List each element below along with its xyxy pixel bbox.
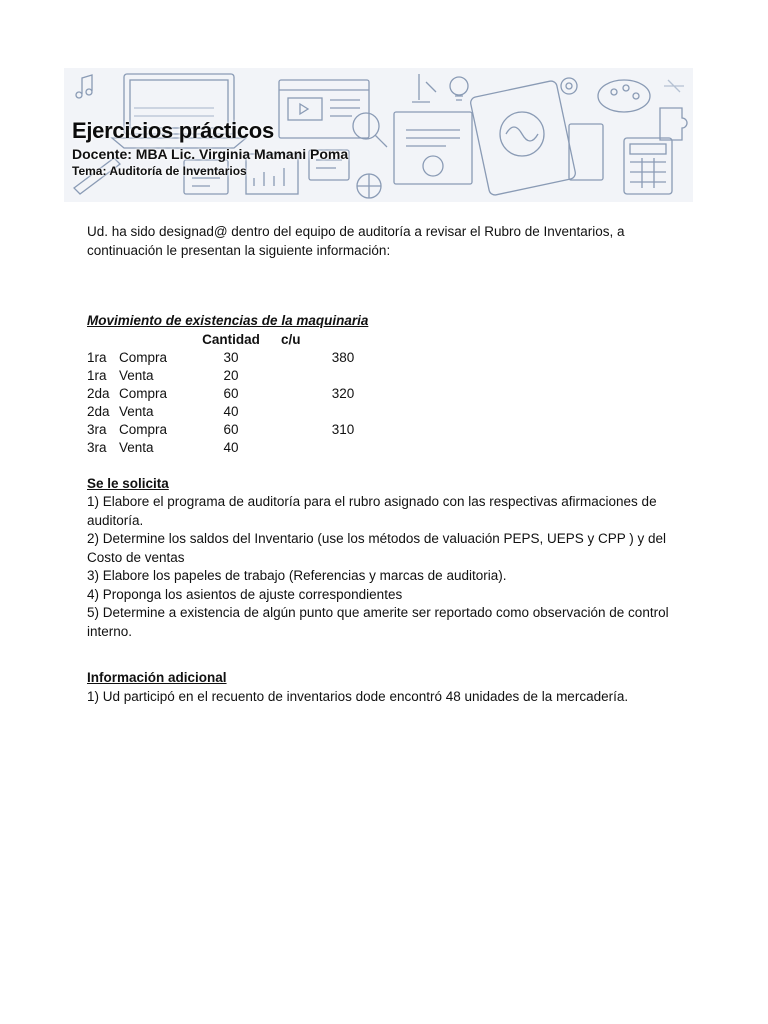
document-body	[87, 223, 697, 706]
docente-line: Docente: MBA Lic. Virginia Mamani Poma	[72, 146, 349, 162]
table-row	[87, 421, 367, 439]
row-qty: 30	[223, 349, 239, 365]
solicita-title: Se le solicita	[87, 475, 169, 491]
row-type: Venta	[119, 403, 154, 419]
list-item: 4) Proponga los asientos de ajuste correspondientes	[87, 586, 403, 602]
row-type: Compra	[119, 385, 168, 401]
tema-line: Tema: Auditoría de Inventarios	[72, 164, 247, 178]
row-cu	[267, 421, 367, 439]
banner-text	[72, 118, 348, 179]
row-ord: 1ra	[87, 349, 107, 365]
row-cu	[267, 367, 367, 385]
document-title: Ejercicios prácticos	[72, 118, 274, 143]
row-cu-value: 310	[331, 421, 355, 437]
row-type: Compra	[119, 421, 168, 437]
row-qty: 40	[223, 403, 239, 419]
intro-paragraph: Ud. ha sido designad@ dentro del equipo de auditoría a revisar el Rubro de Inventarios, a continuación le presentan la siguiente información:	[87, 224, 625, 258]
list-item: 3) Elabore los papeles de trabajo (Referencias y marcas de auditoria).	[87, 568, 507, 583]
column-header-cantidad: Cantidad	[202, 331, 260, 347]
row-cu-value: 320	[331, 385, 355, 401]
movimiento-title: Movimiento de existencias de la maquinaria	[87, 313, 369, 328]
row-cu	[267, 385, 367, 403]
row-qty: 40	[223, 439, 239, 455]
row-type: Venta	[119, 439, 154, 455]
row-ord: 3ra	[87, 439, 107, 455]
row-cu	[267, 403, 367, 421]
table-header-row	[87, 331, 367, 349]
row-cu	[267, 439, 367, 457]
row-ord: 2da	[87, 403, 110, 419]
table-row	[87, 367, 367, 385]
row-ord: 2da	[87, 385, 110, 401]
row-cu-value: 380	[331, 349, 355, 365]
header-banner	[64, 68, 693, 202]
row-cu	[267, 349, 367, 367]
list-item: 5) Determine a existencia de algún punto que amerite ser reportado como observación de control interno.	[87, 605, 669, 639]
row-type: Compra	[119, 349, 168, 365]
row-type: Venta	[119, 367, 154, 383]
table-row	[87, 439, 367, 457]
row-qty: 20	[223, 367, 239, 383]
column-header-cu: c/u	[281, 331, 301, 347]
adicional-title: Información adicional	[87, 670, 227, 685]
row-qty: 60	[223, 421, 239, 437]
list-item: 2) Determine los saldos del Inventario (use los métodos de valuación PEPS, UEPS y CPP ) y del Costo de ventas	[87, 531, 667, 565]
list-item: 1) Ud participó en el recuento de inventarios dode encontró 48 unidades de la mercadería.	[87, 688, 629, 704]
table-row	[87, 349, 367, 367]
row-ord: 1ra	[87, 367, 107, 383]
table-row	[87, 385, 367, 403]
row-qty: 60	[223, 385, 239, 401]
list-item: 1) Elabore el programa de auditoría para el rubro asignado con las respectivas afirmaciones de auditoría.	[87, 494, 657, 528]
table-row	[87, 403, 367, 421]
movimiento-table	[87, 331, 367, 457]
row-ord: 3ra	[87, 421, 107, 437]
